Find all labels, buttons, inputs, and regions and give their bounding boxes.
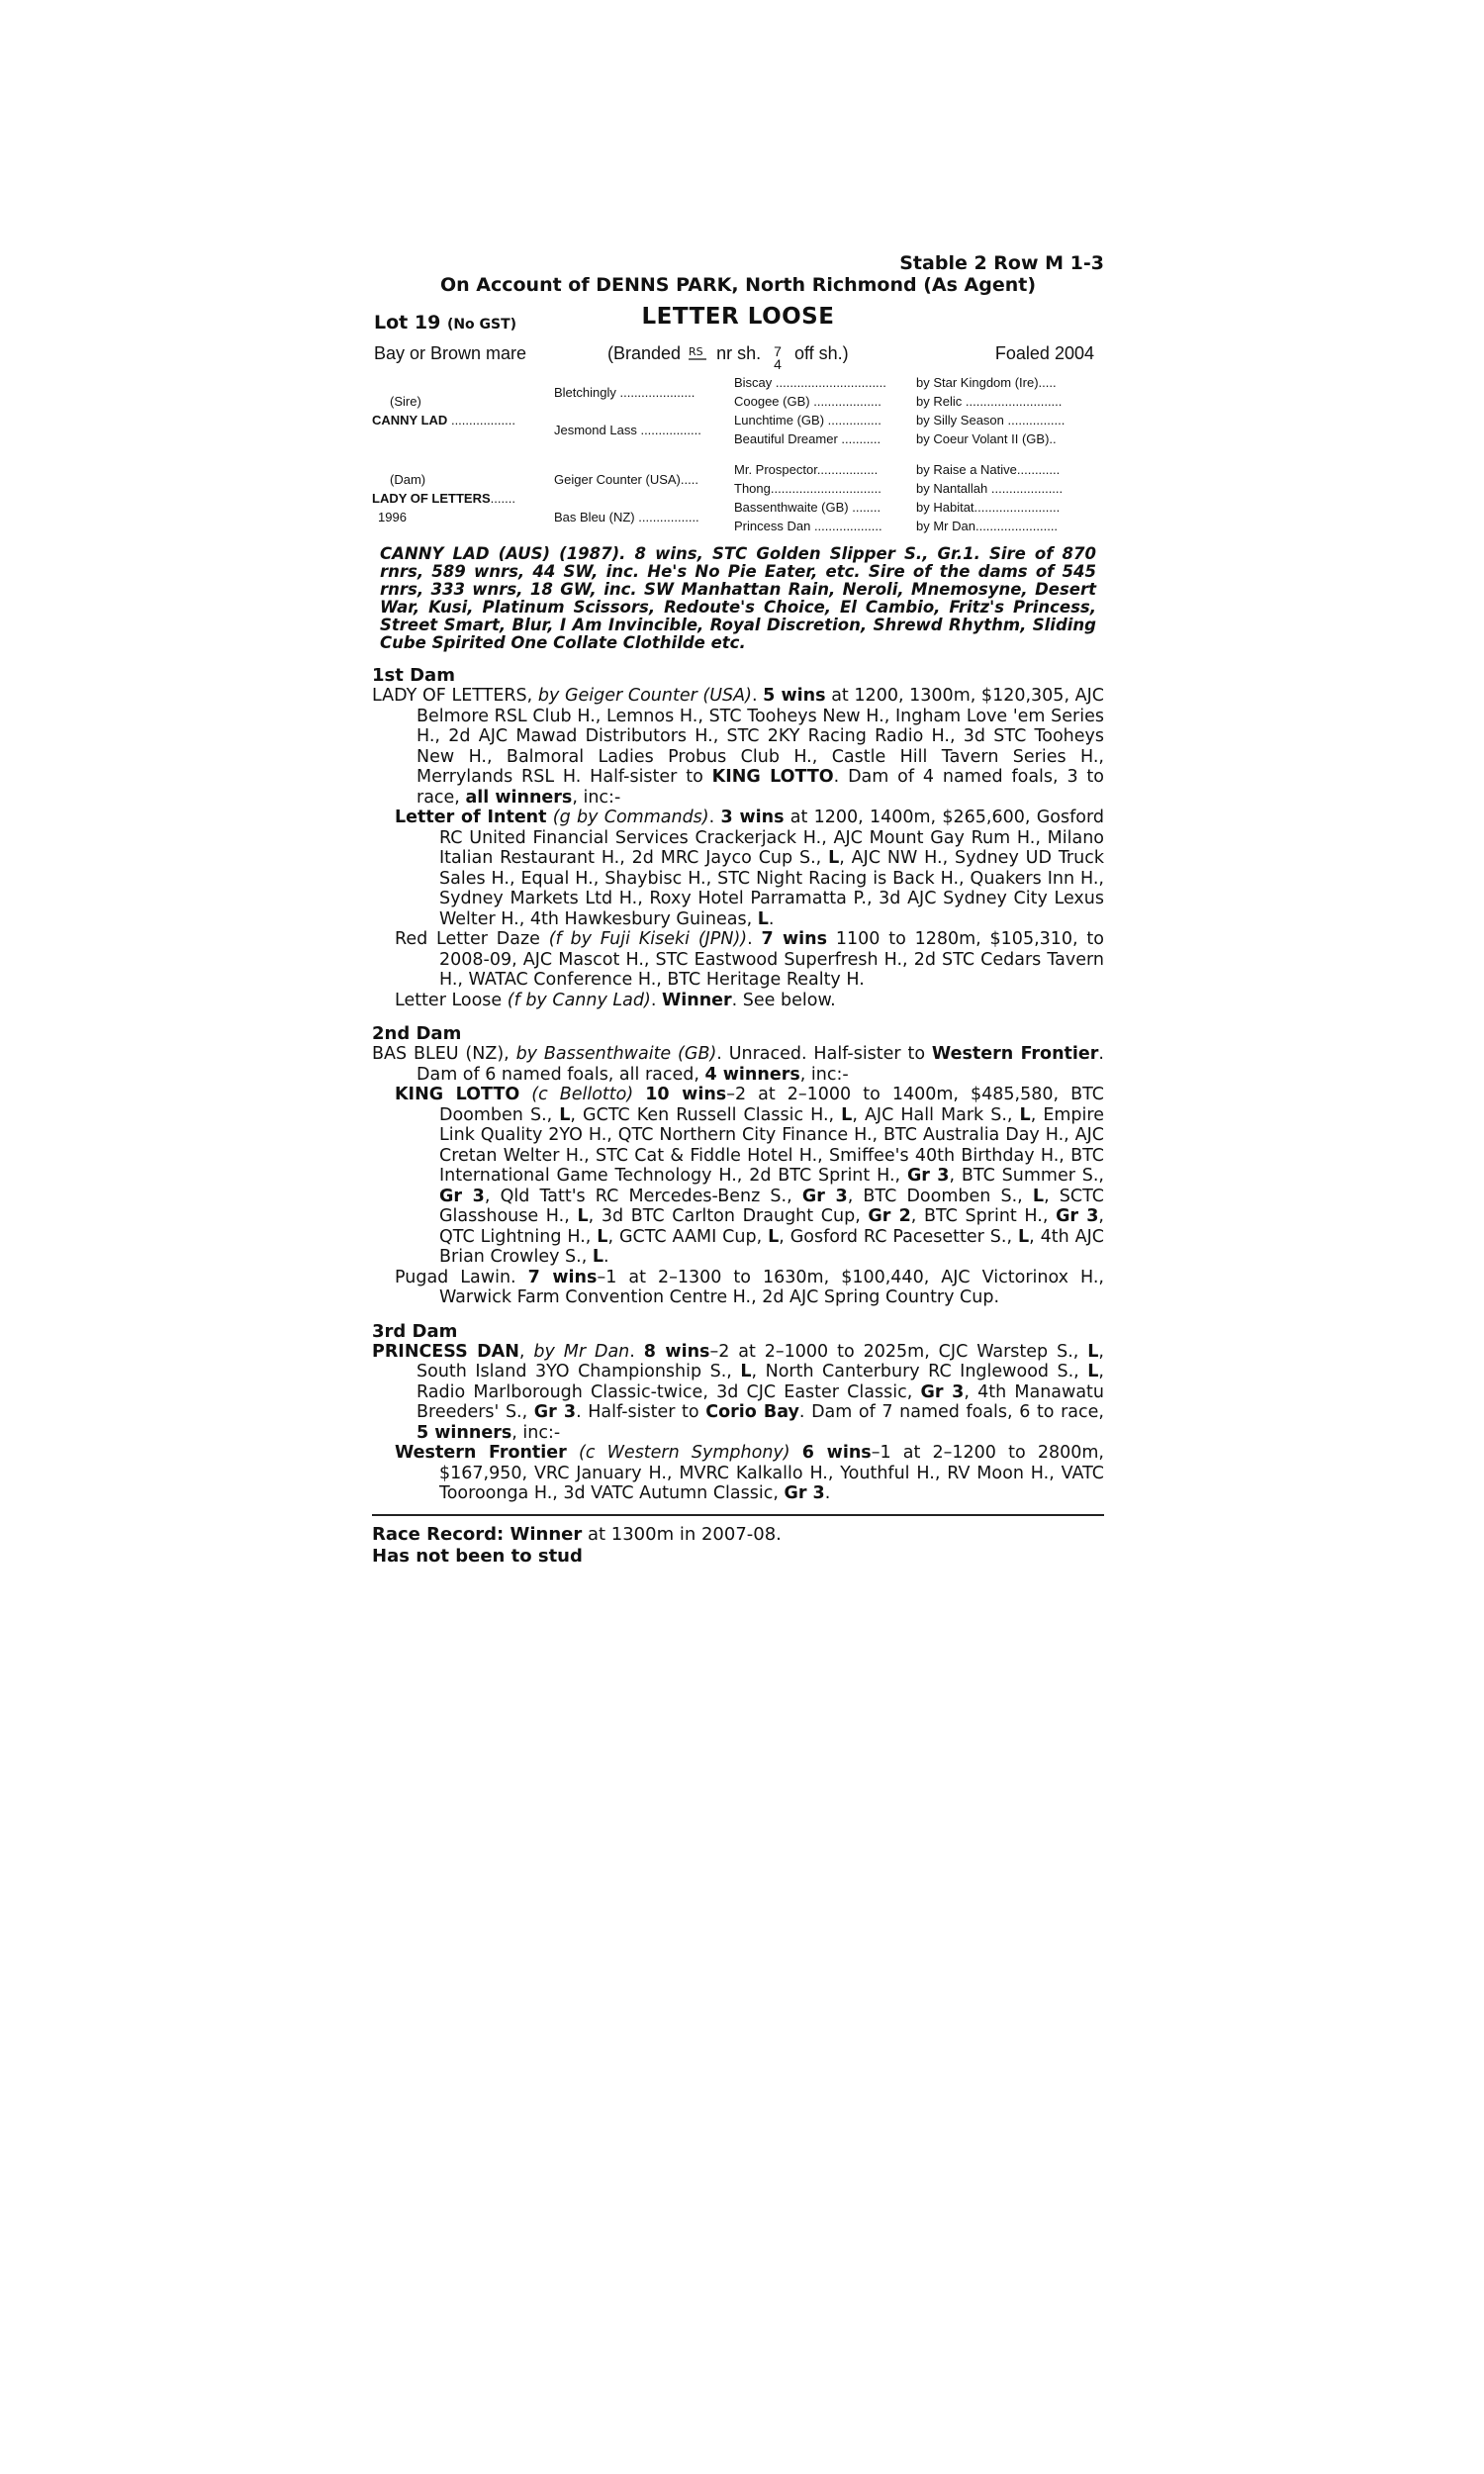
dam-name: LADY OF LETTERS.......: [372, 490, 515, 506]
sire-name-text: CANNY LAD: [372, 413, 448, 428]
text-run: L: [757, 908, 769, 929]
text-run: L: [740, 1362, 752, 1381]
gst-note: (No GST): [446, 317, 517, 333]
dam2-summary: [372, 1044, 1104, 1085]
text-run: Gr 3: [533, 1402, 577, 1422]
pedigree-gen2-2: Jesmond Lass .................: [554, 422, 701, 437]
text-run: 8 wins: [643, 1341, 710, 1362]
branded-label: (Branded: [607, 343, 682, 363]
pedigree-gen4-3: by Silly Season ................: [916, 413, 1066, 428]
text-run: , QTC Lightning H.,: [439, 1206, 1104, 1247]
pedigree-gen2-1: Bletchingly .....................: [554, 384, 696, 400]
text-run: L: [1032, 1186, 1045, 1206]
gen3-name: Bassenthwaite (GB): [734, 500, 849, 515]
sire-cell: [372, 373, 554, 448]
text-run: –1 at 2–1300 to 1630m, $100,440, AJC Victorinox H., Warwick Farm Convention Centre H., 2d AJC Spring Country Cup.: [439, 1267, 1104, 1307]
description-line: [372, 337, 1104, 371]
gen3-name: Princess Dan: [734, 519, 811, 533]
text-run: , Qld Tatt's RC Mercedes-Benz S.,: [484, 1186, 802, 1206]
brand-fraction: [774, 345, 782, 371]
text-run: .: [768, 908, 775, 929]
text-run: (f by Fuji Kiseki (JPN)): [548, 929, 748, 949]
text-run: 1100 to 1280m, $105,310, to 2008-09, AJC Mascot H., STC Eastwood Superfresh H., 2d STC Cedars Tavern H., WATAC Conference H., BTC Heritage Realty H.: [439, 929, 1104, 990]
gen2-name: Geiger Counter (USA): [554, 471, 681, 487]
text-run: 7 wins: [527, 1267, 598, 1287]
text-run: , Empire Link Quality 2YO H., QTC Northern City Finance H., BTC Australia Day H., AJC Cretan Welter H., STC Cat & Fiddle Hotel H., Smiffee's 40th Birthday H., BTC International Game Technology H., 2d BTC Sprint H.,: [439, 1104, 1104, 1186]
text-run: L: [1017, 1226, 1030, 1247]
pedigree-gen4-1: by Star Kingdom (Ire).....: [916, 375, 1057, 390]
text-run: , GCTC Ken Russell Classic H.,: [570, 1104, 842, 1125]
fraction-top: 7: [774, 343, 782, 359]
lot-number-text: Lot 19: [374, 312, 441, 333]
text-run: , inc:-: [572, 787, 621, 808]
text-run: [519, 1085, 531, 1104]
divider: [372, 1514, 1104, 1516]
text-run: , 4th AJC Brian Crowley S.,: [439, 1226, 1104, 1267]
text-run: . Dam of 7 named foals, 6 to race,: [798, 1402, 1104, 1422]
text-run: L: [597, 1226, 608, 1247]
svg-text:RS: RS: [689, 345, 703, 358]
text-run: , South Island 3YO Championship S.,: [417, 1341, 1104, 1381]
text-run: , inc:-: [511, 1422, 561, 1443]
text-run: Gr 3: [801, 1186, 848, 1206]
pedigree-gen4-6: by Nantallah ....................: [916, 481, 1064, 496]
text-run: , 3d BTC Carlton Draught Cup,: [588, 1206, 869, 1226]
text-run: BAS BLEU (NZ),: [372, 1044, 516, 1064]
gen4-name: by Mr Dan: [916, 519, 975, 533]
text-run: , 4th Manawatu Breeders' S.,: [417, 1381, 1105, 1422]
text-run: (c Western Symphony): [579, 1443, 790, 1463]
text-run: Pugad Lawin.: [395, 1267, 528, 1287]
text-run: L: [592, 1247, 603, 1267]
text-run: L: [828, 848, 840, 868]
text-run: (f by Canny Lad): [507, 990, 651, 1010]
text-run: by Mr Dan: [533, 1341, 630, 1362]
gen4-name: by Habitat: [916, 500, 974, 515]
text-run: .: [747, 929, 762, 949]
race-record: [372, 1524, 1104, 1546]
race-record-label: Race Record: Winner: [372, 1523, 583, 1545]
dam3-summary: [372, 1342, 1104, 1444]
text-run: Western Frontier: [395, 1443, 567, 1463]
text-run: Gr 3: [906, 1166, 950, 1186]
progeny-entry: [372, 1268, 1104, 1308]
text-run: –2 at 2–1000 to 1400m, $485,580, BTC Doomben S.,: [439, 1085, 1104, 1125]
text-run: .: [629, 1341, 644, 1362]
pedigree-gen3-4: Beautiful Dreamer ...........: [734, 431, 881, 446]
stud-status: Has not been to stud: [372, 1545, 583, 1567]
text-run: L: [1087, 1362, 1099, 1381]
sire-role: (Sire): [390, 394, 421, 409]
text-run: . Dam of 6 named foals, all raced,: [417, 1044, 1104, 1085]
text-run: .: [708, 808, 721, 827]
text-run: 5 winners: [417, 1422, 512, 1443]
nr-sh-label: nr sh.: [716, 343, 762, 363]
text-run: , GCTC AAMI Cup,: [607, 1226, 769, 1247]
text-run: by Geiger Counter (USA): [537, 686, 752, 706]
section-heading-3rd-dam: 3rd Dam: [372, 1320, 458, 1342]
pedigree-gen3-3: Lunchtime (GB) ...............: [734, 413, 881, 428]
text-run: Gr 2: [868, 1206, 911, 1226]
text-run: .: [751, 686, 764, 706]
progeny-entry: [372, 1443, 1104, 1504]
gen3-name: Lunchtime (GB): [734, 413, 825, 428]
race-record-detail: at 1300m in 2007-08.: [582, 1523, 782, 1545]
text-run: 5 wins: [763, 686, 826, 706]
brand-info: [607, 343, 849, 371]
gen3-name: Mr. Prospector: [734, 462, 817, 477]
text-run: Winner: [661, 990, 732, 1010]
text-run: [790, 1443, 802, 1463]
text-run: Gr 3: [1056, 1206, 1099, 1226]
text-run: , North Canterbury RC Inglewood S.,: [751, 1362, 1088, 1381]
progeny-entry: [372, 991, 1104, 1011]
text-run: Corio Bay: [705, 1402, 799, 1422]
text-run: at 1200, 1400m, $265,600, Gosford RC United Financial Services Crackerjack H., AJC Mount Gay Rum H., Milano Italian Restaurant H., 2d MRC Jayco Cup S.,: [439, 808, 1104, 868]
fraction-bottom: 4: [774, 356, 782, 372]
gen4-name: by Relic: [916, 394, 963, 409]
catalogue-page: [372, 252, 1104, 1568]
text-run: 7 wins: [761, 929, 828, 949]
text-run: –2 at 2–1000 to 2025m, CJC Warstep S.,: [709, 1341, 1088, 1362]
text-run: all winners: [465, 787, 573, 808]
text-run: Western Frontier: [931, 1044, 1099, 1064]
progeny-entry: [372, 1085, 1104, 1268]
pedigree-gen4-8: by Mr Dan.......................: [916, 519, 1059, 533]
gen4-name: by Raise a Native: [916, 462, 1017, 477]
text-run: (g by Commands): [552, 808, 709, 827]
pedigree-gen3-7: Bassenthwaite (GB) ........: [734, 500, 881, 515]
text-run: at 1200, 1300m, $120,305, AJC Belmore RSL Club H., Lemnos H., STC Tooheys New H., Ingham Love 'em Series H., 2d AJC Mawad Distributors H., STC 2KY Racing Radio H., 3d STC Tooheys New H., Balmoral Ladies Probus Club H., Castle Hill Tavern Series H., Merrylands RSL H. Half-sister to: [417, 686, 1104, 787]
text-run: , Gosford RC Pacesetter S.,: [779, 1226, 1018, 1247]
text-run: . Dam of 4 named foals, 3 to race,: [417, 767, 1104, 808]
text-run: . Half-sister to: [576, 1402, 706, 1422]
text-run: , BTC Doomben S.,: [847, 1186, 1033, 1206]
brand-mark-icon: [688, 345, 709, 363]
colour-sex: Bay or Brown mare: [374, 343, 527, 363]
text-run: 10 wins: [645, 1085, 727, 1104]
horse-name: LETTER LOOSE: [641, 304, 835, 330]
vendor-account: On Account of DENNS PARK, North Richmond (As Agent): [439, 274, 1037, 296]
text-run: LADY OF LETTERS,: [372, 686, 538, 706]
dam-year: 1996: [378, 509, 407, 524]
dam1-summary: [372, 686, 1104, 808]
text-run: KING LOTTO: [711, 767, 834, 787]
gen2-name: Bas Bleu (NZ): [554, 509, 635, 524]
pedigree-gen2-4: Bas Bleu (NZ) .................: [554, 509, 699, 524]
text-run: L: [577, 1206, 589, 1226]
text-run: Letter of Intent: [395, 808, 547, 827]
text-run: , AJC Hall Mark S.,: [852, 1104, 1020, 1125]
text-run: Gr 3: [784, 1483, 825, 1503]
text-run: .: [650, 990, 662, 1010]
text-run: L: [768, 1226, 780, 1247]
pedigree-gen2-3: Geiger Counter (USA).....: [554, 471, 698, 487]
section-heading-2nd-dam: 2nd Dam: [372, 1023, 462, 1044]
gen3-name: Biscay: [734, 375, 773, 390]
gen2-name: Jesmond Lass: [554, 422, 637, 437]
text-run: by Bassenthwaite (GB): [515, 1044, 717, 1064]
pedigree-gen3-8: Princess Dan ...................: [734, 519, 882, 533]
dam-cell: [372, 460, 554, 535]
gen2-name: Bletchingly: [554, 384, 616, 400]
text-run: KING LOTTO: [395, 1085, 520, 1104]
text-run: Gr 3: [920, 1381, 965, 1402]
pedigree-gen4-7: by Habitat........................: [916, 500, 1061, 515]
text-run: . See below.: [731, 990, 836, 1010]
text-run: [633, 1085, 645, 1104]
section-heading-1st-dam: 1st Dam: [372, 665, 455, 686]
pedigree-gen3-2: Coogee (GB) ...................: [734, 394, 881, 409]
text-run: [567, 1443, 579, 1463]
text-run: , BTC Sprint H.,: [910, 1206, 1057, 1226]
gen4-name: by Coeur Volant II (GB): [916, 431, 1050, 446]
stable-location: Stable 2 Row M 1-3: [899, 252, 1104, 274]
text-run: 6 wins: [801, 1443, 872, 1463]
pedigree-gen4-5: by Raise a Native............: [916, 462, 1061, 477]
text-run: Gr 3: [439, 1186, 485, 1206]
foaled-year: Foaled 2004: [994, 343, 1094, 363]
text-run: PRINCESS DAN: [372, 1341, 519, 1362]
gen3-name: Beautiful Dreamer: [734, 431, 838, 446]
gen4-name: by Silly Season: [916, 413, 1004, 428]
gen3-name: Thong: [734, 481, 771, 496]
pedigree-gen4-4: by Coeur Volant II (GB)..: [916, 431, 1057, 446]
pedigree-table: [372, 373, 1104, 535]
text-run: , BTC Summer S.,: [949, 1166, 1104, 1186]
text-run: .: [824, 1483, 831, 1503]
lot-line: [372, 302, 1104, 337]
dam-name-text: LADY OF LETTERS: [372, 490, 491, 506]
text-run: (c Bellotto): [531, 1085, 634, 1104]
text-run: .: [603, 1247, 609, 1267]
gen4-name: by Star Kingdom (Ire): [916, 375, 1039, 390]
text-run: , Radio Marlborough Classic-twice, 3d CJC Easter Classic,: [417, 1362, 1104, 1402]
pedigree-gen3-1: Biscay ...............................: [734, 375, 886, 390]
text-run: L: [841, 1104, 853, 1125]
text-run: , SCTC Glasshouse H.,: [439, 1186, 1105, 1226]
progeny-entry: [372, 929, 1104, 991]
text-run: –1 at 2–1200 to 2800m, $167,950, VRC January H., MVRC Kalkallo H., Youthful H., RV Moon H., VATC Tooroonga H., 3d VATC Autumn Classic,: [439, 1443, 1104, 1503]
text-run: L: [1087, 1341, 1099, 1362]
dam-role: (Dam): [390, 471, 426, 487]
text-run: L: [559, 1104, 571, 1125]
text-run: ,: [518, 1341, 534, 1362]
text-run: , AJC NW H., Sydney UD Truck Sales H., Equal H., Shaybisc H., STC Night Racing is Back H., Quakers Inn H., Sydney Markets Ltd H., Roxy Hotel Parramatta P., 3d AJC Sydney City Lexus Welter H., 4th Hawkesbury Guineas,: [439, 848, 1104, 929]
sire-name: CANNY LAD ..................: [372, 413, 515, 428]
text-run: 3 wins: [720, 808, 785, 827]
pedigree-gen4-2: by Relic ...........................: [916, 394, 1063, 409]
text-run: L: [1019, 1104, 1031, 1125]
text-run: 4 winners: [704, 1064, 800, 1085]
gen4-name: by Nantallah: [916, 481, 988, 496]
text-run: Letter Loose: [395, 990, 508, 1010]
text-run: , inc:-: [799, 1064, 849, 1085]
progeny-entry: [372, 808, 1104, 929]
sire-summary: CANNY LAD (AUS) (1987). 8 wins, STC Golden Slipper S., Gr.1. Sire of 870 rnrs, 589 wnrs, 44 SW, inc. He's No Pie Eater, etc. Sire of the dams of 545 rnrs, 333 wnrs, 18 GW, inc. SW Manhattan Rain, Neroli, Mnemosyne, Desert War, Kusi, Platinum Scissors, Redoute's Choice, El Cambio, Fritz's Princess, Street Smart, Blur, I Am Invincible, Royal Discretion, Shrewd Rhythm, Sliding Cube Spirited One Collate Clothilde etc.: [380, 544, 1096, 652]
pedigree-gen3-6: Thong...............................: [734, 481, 881, 496]
pedigree-gen3-5: Mr. Prospector.................: [734, 462, 879, 477]
off-sh-label: off sh.): [793, 343, 849, 363]
text-run: Red Letter Daze: [395, 929, 549, 949]
gen3-name: Coogee (GB): [734, 394, 810, 409]
text-run: . Unraced. Half-sister to: [716, 1044, 932, 1064]
